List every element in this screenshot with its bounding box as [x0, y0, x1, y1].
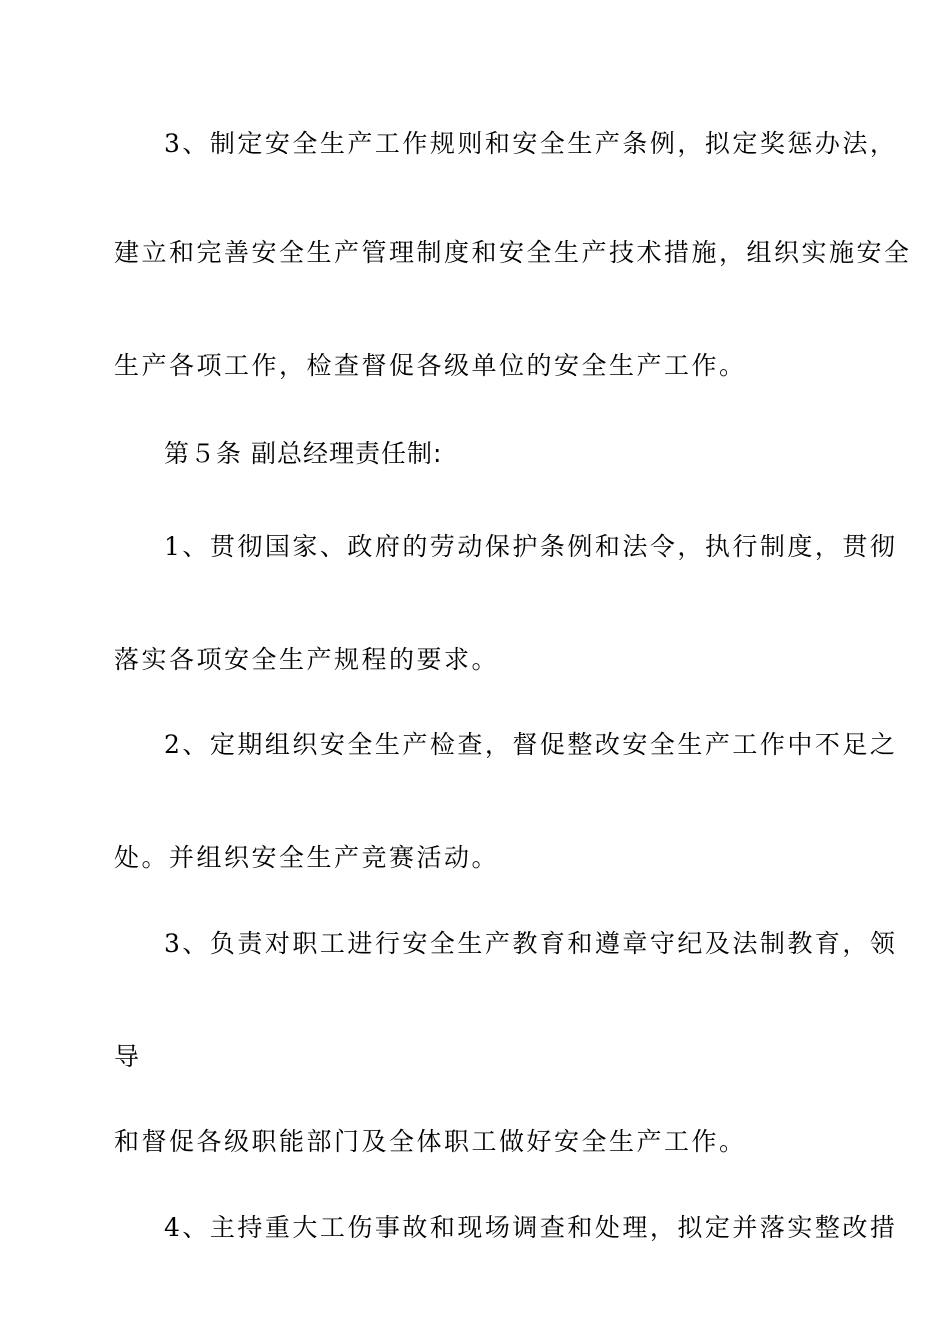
paragraph-line: 4、主持重大工伤事故和现场调查和处理，拟定并落实整改措 — [164, 1213, 898, 1242]
paragraph-line: 2、定期组织安全生产检查，督促整改安全生产工作中不足之 — [164, 730, 898, 759]
paragraph-line: 3、负责对职工进行安全生产教育和遵章守纪及法制教育，领 — [164, 929, 898, 958]
paragraph-line: 处。并组织安全生产竞赛活动。 — [114, 843, 500, 872]
paragraph-line: 导 — [114, 1042, 142, 1071]
paragraph-line: 和督促各级职能部门及全体职工做好安全生产工作。 — [114, 1127, 747, 1156]
paragraph-line: 生产各项工作，检查督促各级单位的安全生产工作。 — [114, 351, 747, 380]
paragraph-line: 建立和完善安全生产管理制度和安全生产技术措施，组织实施安全 — [114, 238, 912, 267]
paragraph-line: 3、制定安全生产工作规则和安全生产条例，拟定奖惩办法， — [164, 129, 898, 158]
paragraph-line: 落实各项安全生产规程的要求。 — [114, 645, 500, 674]
section-heading: 第５条 副总经理责任制: — [164, 439, 443, 468]
paragraph-line: 1、贯彻国家、政府的劳动保护条例和法令，执行制度，贯彻 — [164, 532, 898, 561]
